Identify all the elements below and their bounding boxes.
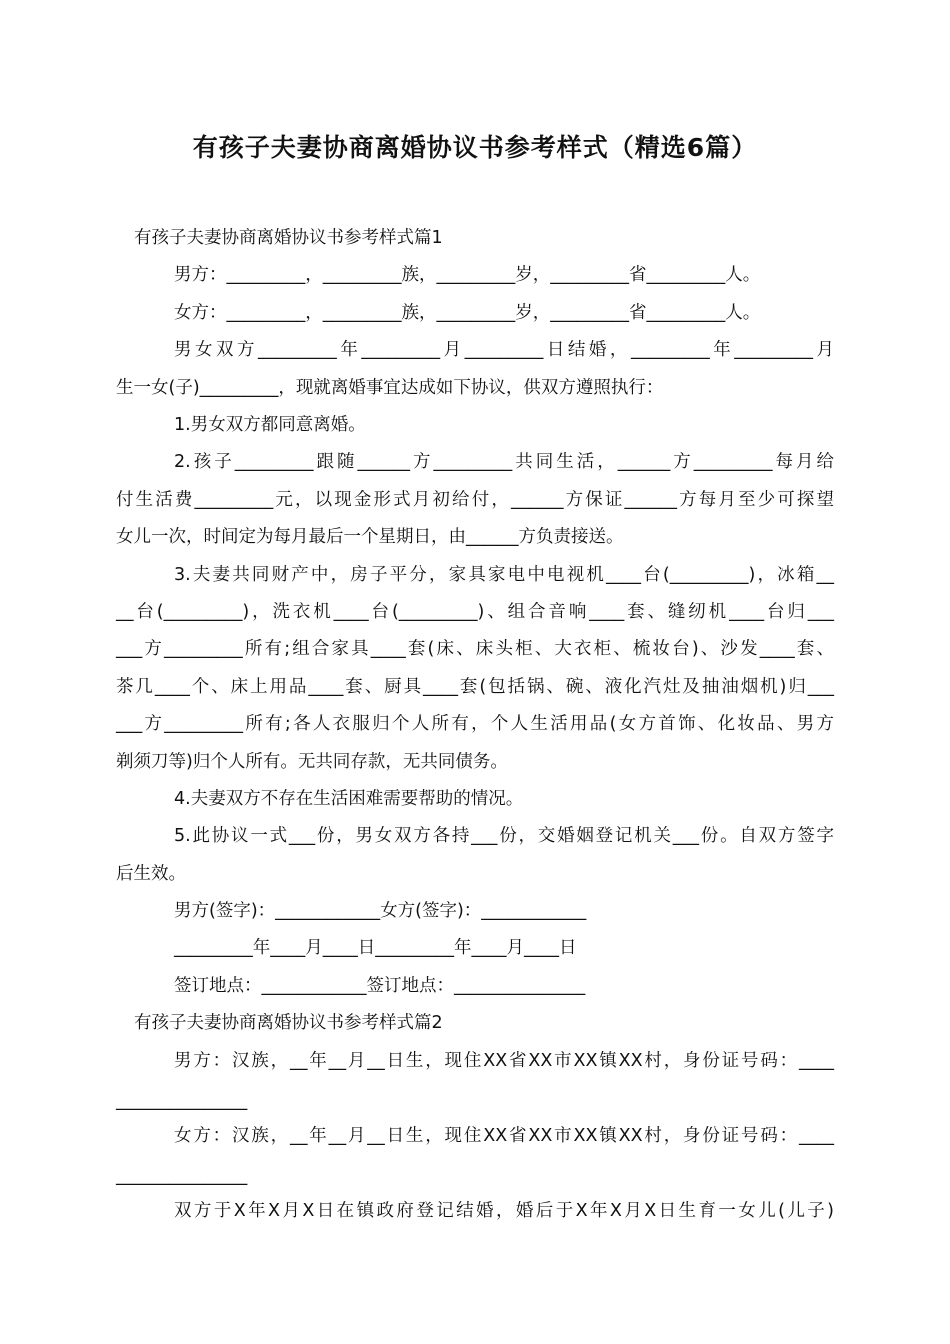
paragraph-line: 后生效。	[116, 864, 186, 884]
paragraph-line: ___方_________所有;组合家具____套(床、床头柜、大衣柜、梳妆台)、沙发____套、	[116, 639, 834, 659]
paragraph-line: 男方：汉族，__年__月__日生，现住XX省XX市XX镇XX村，身份证号码：____	[174, 1051, 834, 1071]
paragraph-line: 男女双方_________年_________月_________日结婚，_________年_________月	[174, 340, 834, 360]
paragraph-line: 付生活费_________元，以现金形式月初给付，______方保证______方每月至少可探望	[116, 490, 834, 510]
paragraph-line: 1.男女双方都同意离婚。	[174, 415, 366, 435]
location-line: 签订地点：____________签订地点：_______________	[174, 976, 586, 996]
paragraph-line: 3.夫妻共同财产中，房子平分，家具家电中电视机____台(_________)，冰箱__	[174, 565, 834, 585]
paragraph-line: _______________	[116, 1166, 248, 1186]
paragraph-line: 女方：_________，_________族，_________岁，_________省_________人。	[174, 303, 761, 323]
paragraph-line: 男方：_________，_________族，_________岁，_________省_________人。	[174, 265, 761, 285]
paragraph-line: ___方_________所有;各人衣服归个人所有，个人生活用品(女方首饰、化妆品、男方	[116, 714, 834, 734]
document-title: 有孩子夫妻协商离婚协议书参考样式（精选6篇）	[192, 133, 758, 162]
section-heading-2: 有孩子夫妻协商离婚协议书参考样式篇2	[134, 1013, 443, 1033]
paragraph-line: 剃须刀等)归个人所有。无共同存款，无共同债务。	[116, 752, 508, 772]
paragraph-line: 女方：汉族，__年__月__日生，现住XX省XX市XX镇XX村，身份证号码：____	[174, 1126, 834, 1146]
date-line: _________年____月____日_________年____月____日	[174, 938, 577, 958]
signature-line: 男方(签字)：____________女方(签字)：____________	[174, 901, 587, 921]
paragraph-line: 女儿一次，时间定为每月最后一个星期日，由______方负责接送。	[116, 527, 624, 547]
paragraph-line: 双方于X年X月X日在镇政府登记结婚，婚后于X年X月X日生育一女儿(儿子)	[174, 1201, 834, 1221]
paragraph-line: 茶几____个、床上用品____套、厨具____套(包括锅、碗、液化汽灶及抽油烟机)归___	[116, 677, 834, 697]
paragraph-line: 生一女(子)_________，现就离婚事宜达成如下协议，供双方遵照执行：	[116, 378, 664, 398]
paragraph-line: _______________	[116, 1091, 248, 1111]
paragraph-line: 2.孩子_________跟随______方_________共同生活，______方_________每月给	[174, 452, 834, 472]
paragraph-line: 4.夫妻双方不存在生活困难需要帮助的情况。	[174, 789, 524, 809]
section-heading-1: 有孩子夫妻协商离婚协议书参考样式篇1	[134, 228, 443, 248]
paragraph-line: 5.此协议一式___份，男女双方各持___份，交婚姻登记机关___份。自双方签字	[174, 826, 834, 846]
paragraph-line: __台(_________)，洗衣机____台(_________)、组合音响____套、缝纫机____台归___	[116, 602, 834, 622]
